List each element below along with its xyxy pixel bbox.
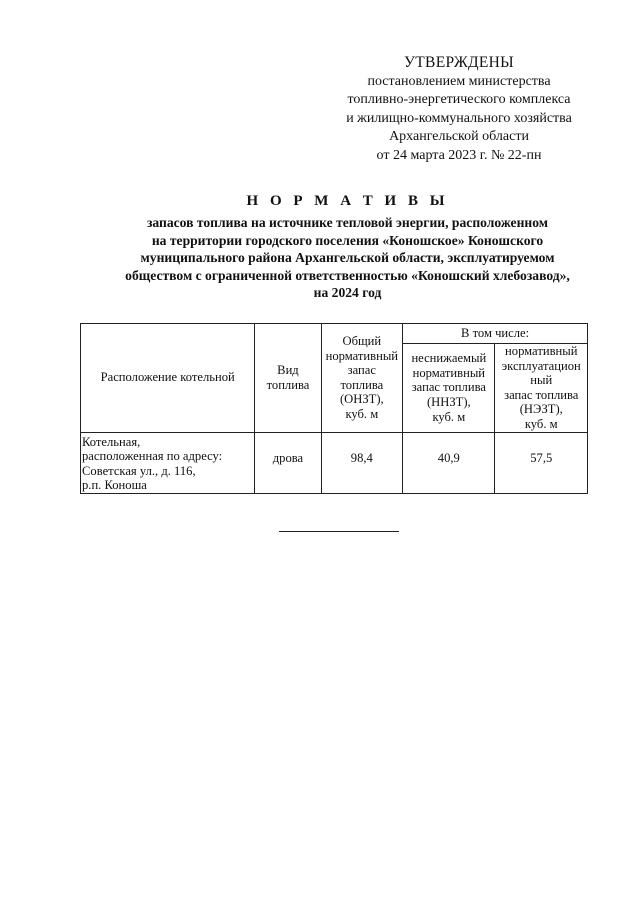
approval-line: и жилищно-коммунального хозяйства	[346, 110, 572, 126]
header-total-line: куб. м	[345, 406, 379, 421]
header-nnzt-line: запас топлива	[411, 380, 486, 395]
title-line: на 2024 год	[313, 285, 382, 301]
approval-stamp: УТВЕРЖДЕНЫ	[404, 54, 514, 71]
approval-block	[318, 54, 600, 165]
header-nnzt-line: (ННЗТ),	[426, 395, 471, 410]
cell-total: 98,4	[321, 432, 403, 493]
title-line: обществом с ограниченной ответственностью «Коношский хлебозавод»,	[125, 267, 570, 283]
title-line: запасов топлива на источнике тепловой энергии, расположенном	[146, 215, 549, 230]
header-total-line: (ОНЗТ),	[339, 392, 384, 407]
cell-nezt: 57,5	[495, 432, 588, 493]
header-total-line: запас	[347, 363, 376, 378]
title-heading: Н О Р М А Т И В Ы	[246, 193, 449, 209]
cell-location-line: р.п. Коноша	[82, 478, 147, 493]
approval-line: топливно-энергетического комплекса	[347, 92, 571, 107]
title-line: на территории городского поселения «Коношское» Коношского	[151, 232, 544, 248]
fuel-norms-table	[80, 323, 588, 494]
header-nnzt-line: нормативный	[412, 365, 486, 380]
cell-location-line: Котельная,	[82, 434, 141, 449]
header-nezt-line: (НЭЗТ),	[519, 402, 563, 417]
header-nezt-line: куб. м	[524, 416, 558, 431]
header-nnzt	[403, 344, 495, 433]
header-nezt-line: запас топлива	[504, 387, 579, 402]
title-line: муниципального района Архангельской области, эксплуатируемом	[140, 250, 555, 266]
header-nezt-line: эксплуатацион	[501, 358, 581, 373]
cell-fuel-type: дрова	[255, 432, 321, 493]
approval-line: от 24 марта 2023 г. № 22-пн	[376, 147, 542, 163]
header-nnzt-line: неснижаемый	[411, 351, 487, 366]
header-fuel-type	[255, 324, 321, 433]
cell-location-line: расположенная по адресу:	[82, 449, 223, 464]
table-header-row	[81, 324, 588, 344]
header-fuel-type-line: Вид	[277, 363, 299, 378]
document-title	[60, 190, 635, 302]
approval-line: постановлением министерства	[367, 73, 551, 89]
header-fuel-type-line: топлива	[266, 377, 310, 392]
header-total	[321, 324, 403, 433]
header-total-line: топлива	[340, 377, 384, 392]
table-row	[81, 432, 588, 493]
header-nnzt-line: куб. м	[432, 409, 466, 424]
cell-location-line: Советская ул., д. 116,	[82, 463, 196, 478]
header-total-line: Общий	[342, 334, 382, 348]
header-nezt-line: нормативный	[505, 344, 578, 358]
header-location: Расположение котельной	[81, 324, 255, 433]
header-nezt-line: ный	[530, 373, 553, 388]
header-nezt	[495, 344, 588, 433]
approval-line: Архангельской области	[389, 129, 529, 144]
header-total-line: нормативный	[325, 348, 399, 363]
closing-rule	[279, 531, 399, 532]
cell-location	[81, 432, 255, 493]
cell-nnzt: 40,9	[403, 432, 495, 493]
header-including: В том числе:	[403, 324, 588, 344]
